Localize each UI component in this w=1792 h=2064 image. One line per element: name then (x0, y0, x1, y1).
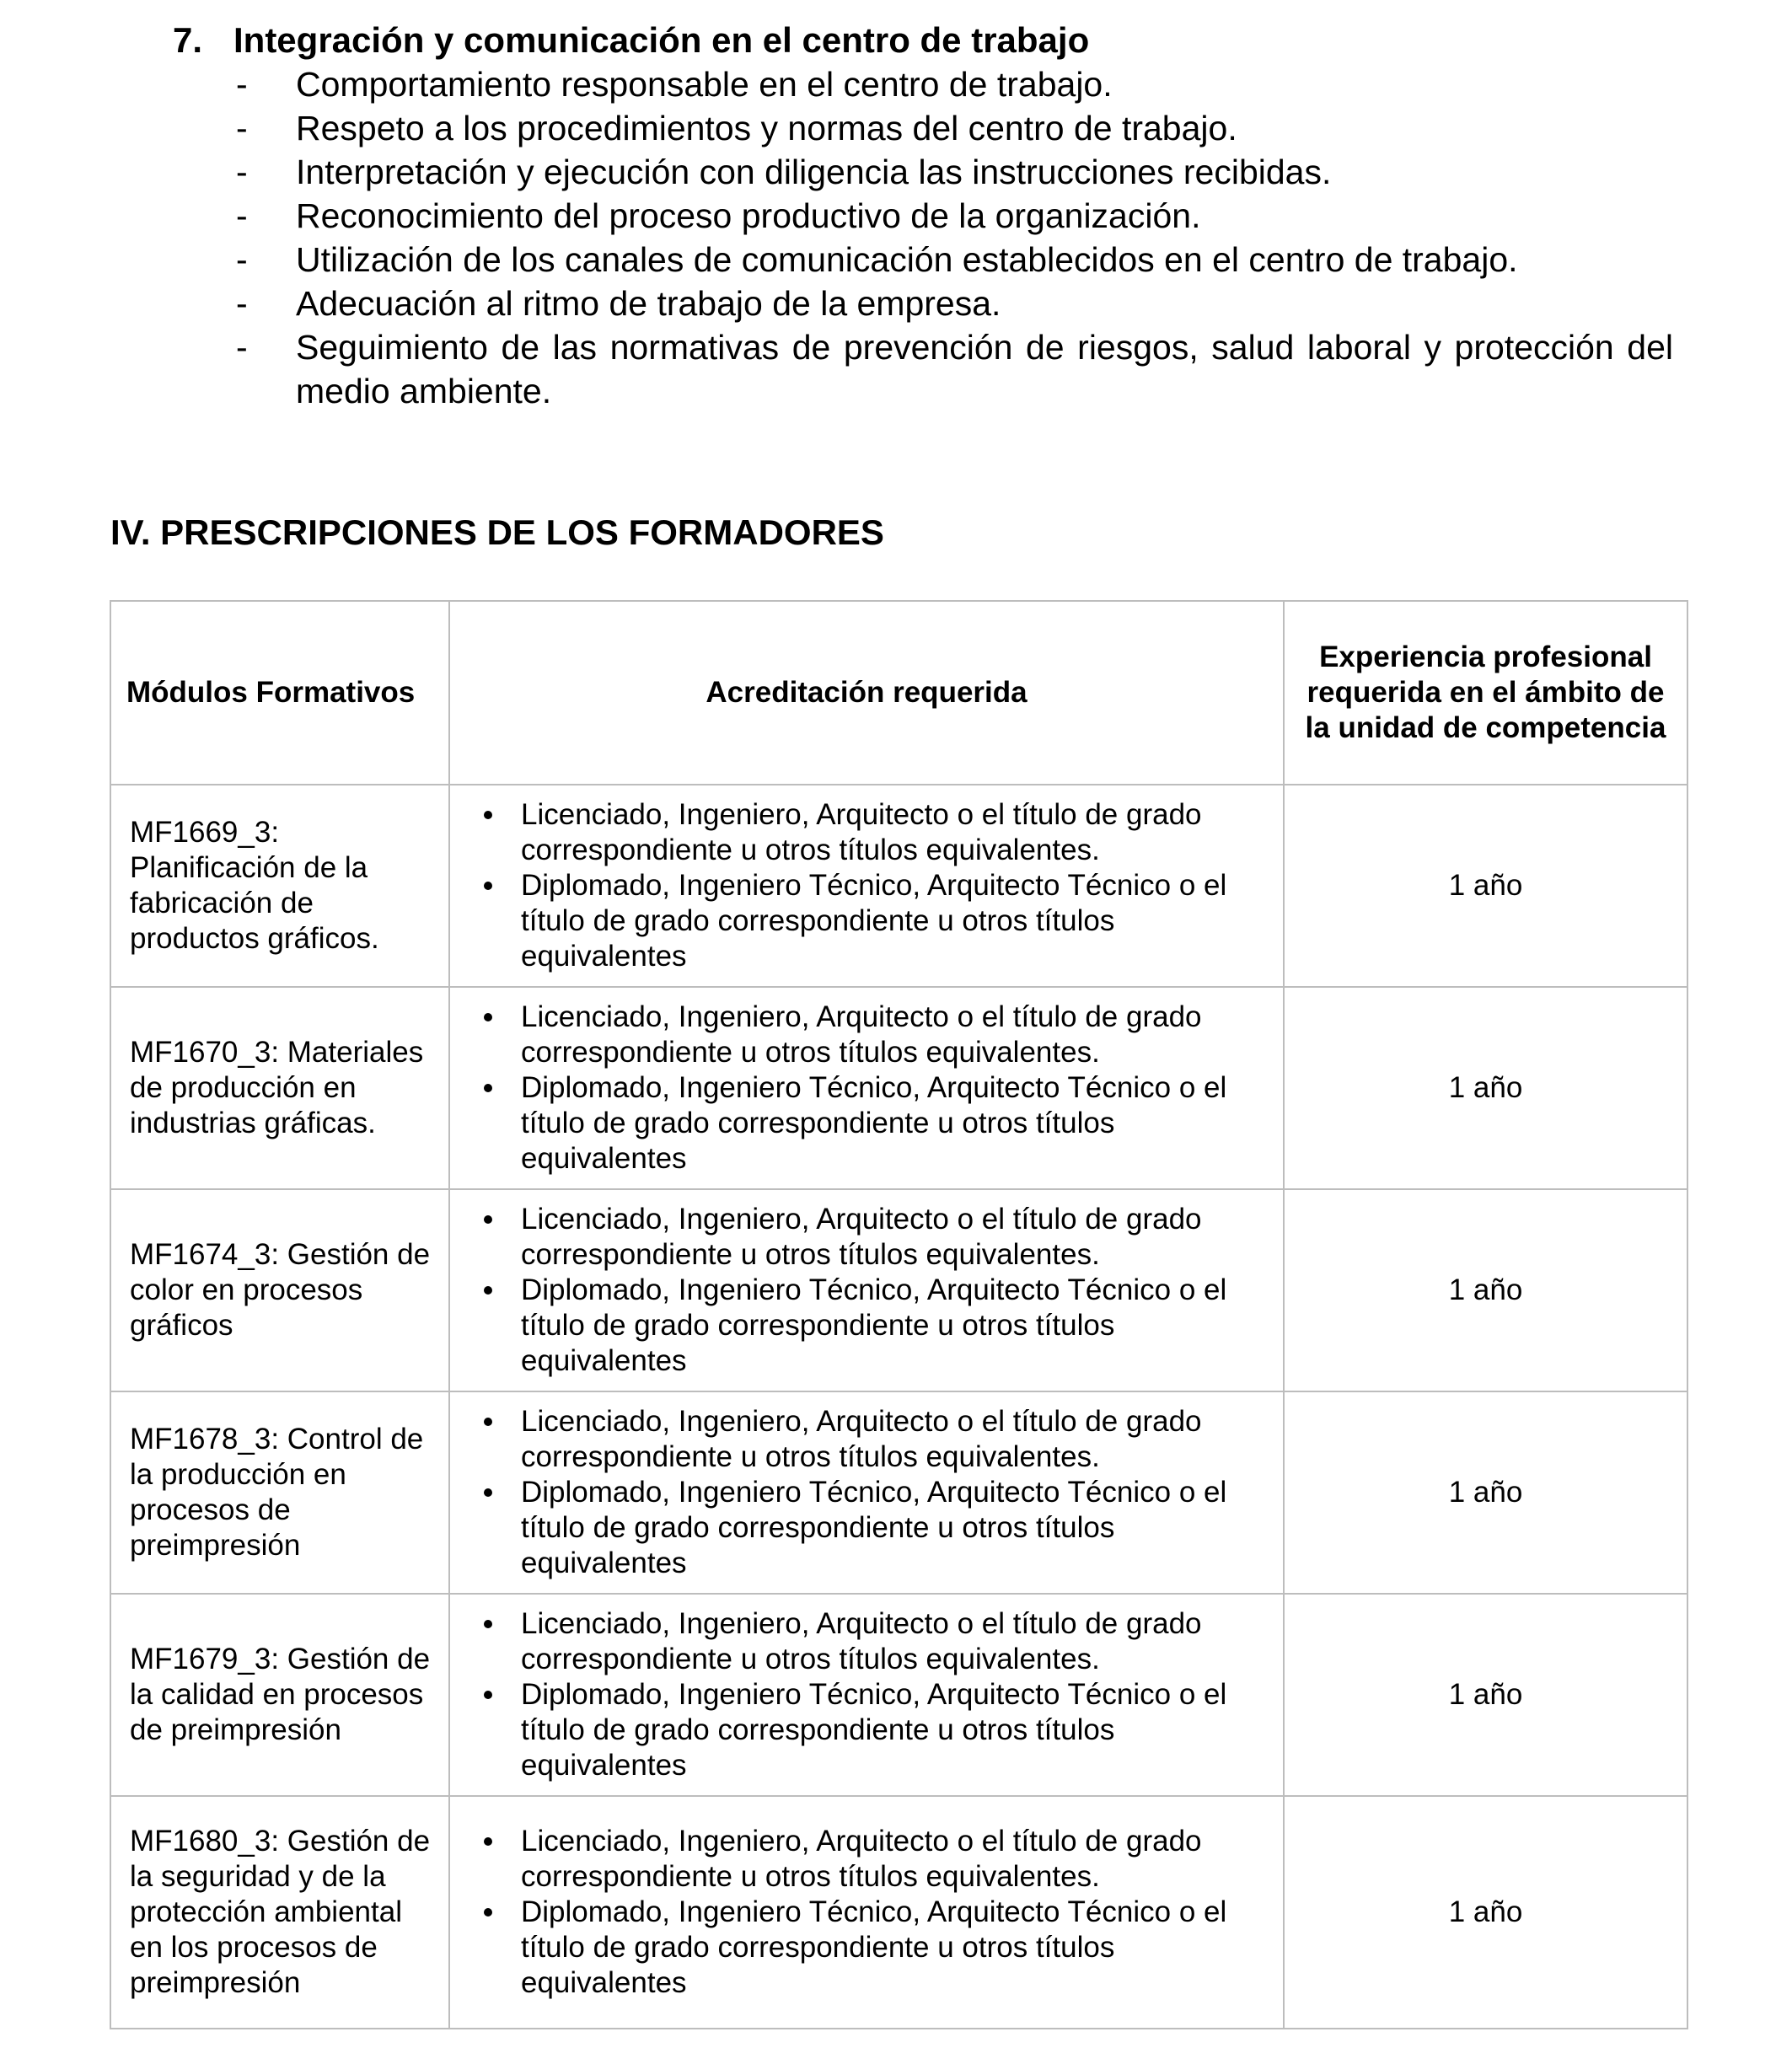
section-7-title (173, 19, 1673, 62)
list-item-text: Reconocimiento del proceso productivo de la organización. (296, 196, 1201, 235)
experience-cell: 1 año (1284, 1594, 1687, 1796)
module-cell: MF1678_3: Control de la producción en procesos de preimpresión (110, 1391, 449, 1594)
list-item (173, 325, 1673, 413)
table-row (110, 1796, 1687, 2029)
module-cell: MF1670_3: Materiales de producción en industrias gráficas. (110, 987, 449, 1189)
table-row (110, 785, 1687, 987)
experience-cell: 1 año (1284, 1391, 1687, 1594)
header-accreditation: Acreditación requerida (449, 601, 1284, 785)
accreditation-item: Diplomado, Ingeniero Técnico, Arquitecto Técnico o el título de grado correspondiente u otros títulos equivalentes (467, 1475, 1263, 1581)
dash-bullet: - (236, 240, 248, 279)
accreditation-item: Diplomado, Ingeniero Técnico, Arquitecto Técnico o el título de grado correspondiente u otros títulos equivalentes (467, 1070, 1263, 1177)
list-item-text: Seguimiento de las normativas de prevención de riesgos, salud laboral y protección del medio ambiente. (296, 328, 1673, 410)
table-row (110, 1391, 1687, 1594)
accreditation-item: Diplomado, Ingeniero Técnico, Arquitecto Técnico o el título de grado correspondiente u otros títulos equivalentes (467, 1273, 1263, 1379)
list-item (173, 238, 1673, 281)
dash-bullet: - (236, 65, 248, 104)
accreditation-item: Licenciado, Ingeniero, Arquitecto o el título de grado correspondiente u otros títulos equivalentes. (467, 1824, 1263, 1895)
list-item-text: Utilización de los canales de comunicación establecidos en el centro de trabajo. (296, 240, 1518, 279)
list-item-text: Adecuación al ritmo de trabajo de la empresa. (296, 284, 1001, 323)
module-cell: MF1674_3: Gestión de color en procesos gráficos (110, 1189, 449, 1391)
section-title-text: Integración y comunicación en el centro de trabajo (233, 20, 1090, 60)
dash-bullet: - (236, 153, 248, 191)
module-cell: MF1669_3: Planificación de la fabricación de productos gráficos. (110, 785, 449, 987)
accreditation-item: Licenciado, Ingeniero, Arquitecto o el título de grado correspondiente u otros títulos equivalentes. (467, 1606, 1263, 1677)
dash-bullet: - (236, 328, 248, 367)
module-cell: MF1680_3: Gestión de la seguridad y de la protección ambiental en los procesos de preimpresión (110, 1796, 449, 2029)
table-row (110, 1594, 1687, 1796)
section-7 (173, 19, 1673, 413)
list-item-text: Interpretación y ejecución con diligencia las instrucciones recibidas. (296, 153, 1332, 191)
experience-cell: 1 año (1284, 1189, 1687, 1391)
experience-cell: 1 año (1284, 987, 1687, 1189)
header-experience: Experiencia profesional requerida en el ámbito de la unidad de competencia (1284, 601, 1687, 785)
header-modules: Módulos Formativos (110, 601, 449, 785)
prescriptions-table (110, 600, 1688, 2029)
accreditation-cell (449, 1391, 1284, 1594)
accreditation-item: Diplomado, Ingeniero Técnico, Arquitecto Técnico o el título de grado correspondiente u otros títulos equivalentes (467, 868, 1263, 974)
section-7-list (173, 62, 1673, 413)
experience-cell: 1 año (1284, 785, 1687, 987)
list-item-text: Comportamiento responsable en el centro de trabajo. (296, 65, 1113, 104)
experience-cell: 1 año (1284, 1796, 1687, 2029)
list-item (173, 106, 1673, 150)
accreditation-item: Diplomado, Ingeniero Técnico, Arquitecto Técnico o el título de grado correspondiente u otros títulos equivalentes (467, 1677, 1263, 1783)
list-item-text: Respeto a los procedimientos y normas del centro de trabajo. (296, 109, 1237, 147)
list-item (173, 194, 1673, 238)
list-item (173, 281, 1673, 325)
module-cell: MF1679_3: Gestión de la calidad en procesos de preimpresión (110, 1594, 449, 1796)
accreditation-item: Licenciado, Ingeniero, Arquitecto o el título de grado correspondiente u otros títulos equivalentes. (467, 1202, 1263, 1273)
accreditation-item: Licenciado, Ingeniero, Arquitecto o el título de grado correspondiente u otros títulos equivalentes. (467, 797, 1263, 868)
dash-bullet: - (236, 284, 248, 323)
table-row (110, 987, 1687, 1189)
accreditation-cell (449, 1189, 1284, 1391)
accreditation-cell (449, 987, 1284, 1189)
accreditation-item: Licenciado, Ingeniero, Arquitecto o el título de grado correspondiente u otros títulos equivalentes. (467, 1404, 1263, 1475)
accreditation-cell (449, 1796, 1284, 2029)
accreditation-cell (449, 1594, 1284, 1796)
accreditation-item: Licenciado, Ingeniero, Arquitecto o el título de grado correspondiente u otros títulos equivalentes. (467, 1000, 1263, 1070)
table-header-row (110, 601, 1687, 785)
list-item (173, 62, 1673, 106)
accreditation-item: Diplomado, Ingeniero Técnico, Arquitecto Técnico o el título de grado correspondiente u otros títulos equivalentes (467, 1895, 1263, 2001)
section-number: 7. (173, 20, 203, 60)
list-item (173, 150, 1673, 194)
dash-bullet: - (236, 196, 248, 235)
section-heading: IV. PRESCRIPCIONES DE LOS FORMADORES (110, 512, 884, 552)
dash-bullet: - (236, 109, 248, 147)
table-row (110, 1189, 1687, 1391)
accreditation-cell (449, 785, 1284, 987)
